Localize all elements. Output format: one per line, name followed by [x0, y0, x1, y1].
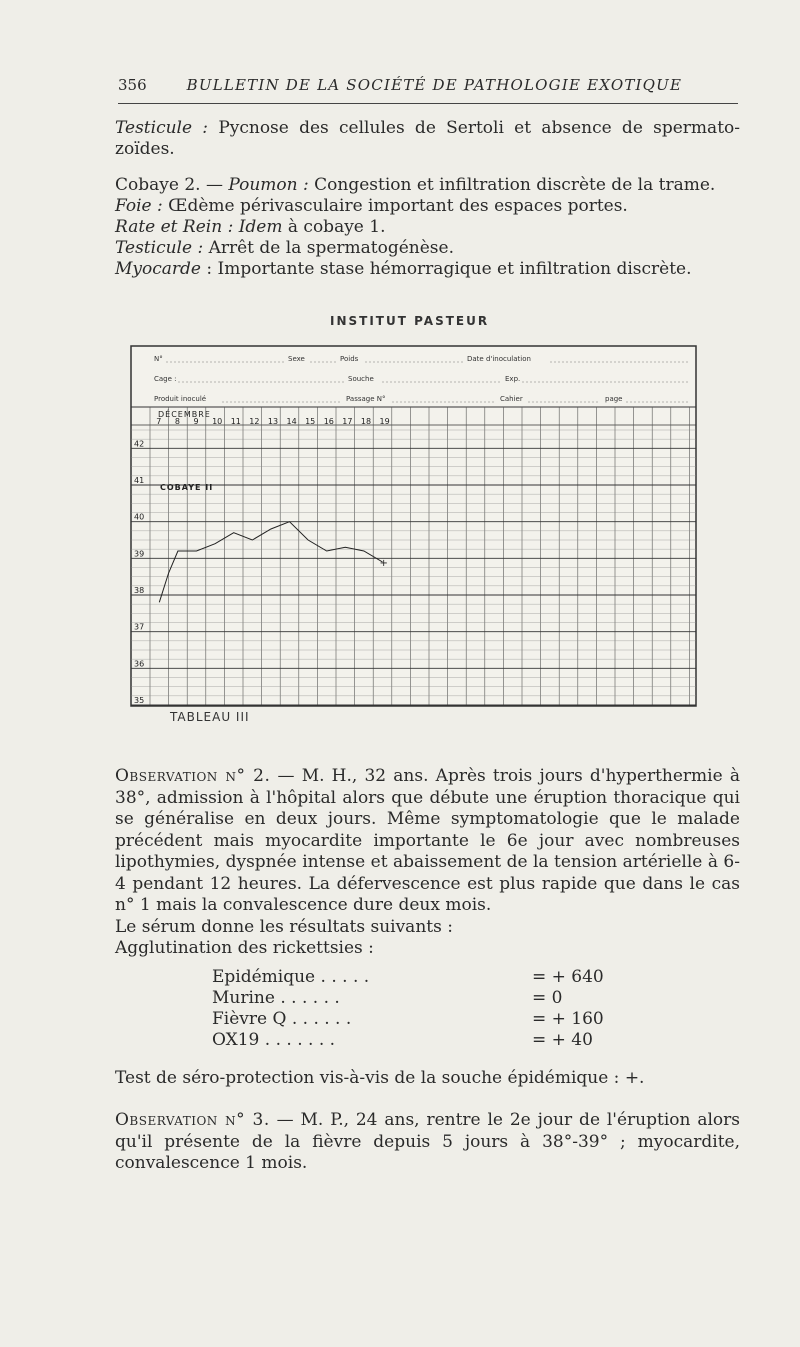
form-date: Date d'inoculation: [467, 355, 531, 363]
agg-label: Murine . . . . . .: [212, 988, 340, 1008]
y-tick-label: 38: [134, 586, 145, 595]
end-marker: +: [379, 558, 388, 569]
form-no: N°: [154, 355, 163, 363]
running-header: [118, 76, 738, 94]
seroprotection-test: [115, 1068, 740, 1090]
x-tick-label: 17: [342, 417, 353, 426]
agg-label: Fièvre Q . . . . . .: [212, 1009, 352, 1029]
testicule-label-2: Testicule :: [115, 238, 204, 258]
x-tick-label: 7: [156, 417, 162, 426]
agg-row: [212, 1030, 632, 1051]
y-tick-label: 40: [134, 512, 145, 522]
myocarde-label: Myocarde: [115, 259, 201, 279]
form-page: page: [605, 395, 623, 403]
obs2-heading: Observation n° 2.: [115, 766, 271, 786]
foie-text: Œdème périvasculaire important des espaces portes.: [168, 196, 628, 216]
myocarde-text: : Importante stase hémorragique et infiltration discrète.: [206, 259, 692, 279]
testicule-text-1: Pycnose des cellules de Sertoli et absence de spermato-zoïdes.: [115, 118, 740, 159]
agg-value: = + 40: [532, 1030, 593, 1050]
testicule-label-1: Testicule :: [115, 118, 209, 138]
agg-label: Epidémique . . . . .: [212, 967, 370, 987]
x-tick-label: 16: [323, 417, 334, 426]
form-produit: Produit inoculé: [154, 395, 207, 403]
x-tick-label: 18: [360, 417, 372, 426]
obs2-text: — M. H., 32 ans. Après trois jours d'hyperthermie à 38°, admission à l'hôpital alors que débute une éruption thoracique qui se généralise en deux jours. Même symptomatologie que le malade précédent mais myocardite importante le 6e jour avec nombreuses lipothymies, dyspnée intense et abaissement de la tension artérielle à 6-4 pendant 12 heures. La défervescence est plus rapide que dans le cas n° 1 mais la convalescence dure deux mois.: [115, 766, 740, 915]
rate-text: à cobaye 1.: [287, 217, 386, 237]
agglutination-line: Agglutination des rickettsies :: [115, 938, 374, 958]
x-tick-label: 11: [230, 417, 241, 426]
observation-2: [115, 766, 740, 960]
table-caption: TABLEAU III: [170, 710, 250, 724]
poumon-label: Poumon :: [228, 175, 309, 195]
x-tick-label: 8: [174, 417, 180, 426]
month-label: DÉCEMBRE: [158, 410, 211, 419]
agg-label: OX19 . . . . . . .: [212, 1030, 336, 1050]
page-number: 356: [118, 76, 147, 94]
temperature-chart: [130, 345, 697, 707]
agg-row: [212, 967, 632, 988]
cobaye2-intro: Cobaye 2. —: [115, 175, 223, 195]
y-tick-label: 39: [134, 549, 145, 559]
y-tick-label: 42: [134, 439, 145, 449]
temperature-chart-svg: [130, 345, 697, 707]
test-text: Test de séro-protection vis-à-vis de la souche épidémique : +.: [115, 1068, 645, 1088]
form-sexe: Sexe: [288, 355, 305, 363]
agg-value: = + 640: [532, 967, 604, 987]
agg-row: [212, 1009, 632, 1030]
agg-value: = 0: [532, 988, 563, 1008]
serum-line: Le sérum donne les résultats suivants :: [115, 916, 453, 937]
chart-institution-title: INSTITUT PASTEUR: [330, 314, 490, 328]
x-tick-label: 15: [305, 417, 316, 426]
cobaye1-paragraph: [115, 118, 740, 160]
y-tick-label: 36: [134, 659, 145, 669]
rate-label: Rate et Rein : Idem: [115, 217, 283, 237]
cobaye-annotation: COBAYE II: [160, 483, 214, 492]
form-poids: Poids: [340, 355, 359, 363]
cobaye2-paragraph: [115, 175, 740, 280]
journal-title: BULLETIN DE LA SOCIÉTÉ DE PATHOLOGIE EXOTIQUE: [186, 76, 683, 94]
y-tick-label: 37: [134, 622, 145, 632]
form-passage: Passage N°: [346, 395, 386, 403]
agg-row: [212, 988, 632, 1009]
agg-value: = + 160: [532, 1009, 604, 1029]
y-tick-label: 35: [134, 696, 145, 705]
form-exp: Exp.: [505, 375, 521, 383]
x-tick-label: 9: [193, 417, 199, 426]
x-tick-label: 14: [286, 417, 297, 426]
poumon-text: Congestion et infiltration discrète de la trame.: [314, 175, 716, 195]
form-cage: Cage :: [154, 375, 177, 383]
x-tick-label: 19: [379, 417, 390, 426]
x-tick-label: 13: [267, 417, 279, 426]
agglutination-table: [212, 967, 632, 1051]
testicule-text-2: Arrêt de la spermatogénèse.: [208, 238, 454, 258]
foie-label: Foie :: [115, 196, 163, 216]
obs3-heading: Observation n° 3.: [115, 1110, 270, 1130]
header-rule: [118, 103, 738, 104]
form-cahier: Cahier: [500, 395, 523, 403]
x-tick-label: 10: [212, 417, 223, 426]
y-tick-label: 41: [134, 476, 145, 485]
x-tick-label: 12: [249, 417, 260, 426]
obs3-text: — M. P., 24 ans, rentre le 2e jour de l'éruption alors qu'il présente de la fièvre depuis 5 jours à 38°-39° ; myocardite, convalescence 1 mois.: [115, 1110, 740, 1173]
observation-3: [115, 1110, 740, 1175]
form-souche: Souche: [348, 375, 374, 383]
